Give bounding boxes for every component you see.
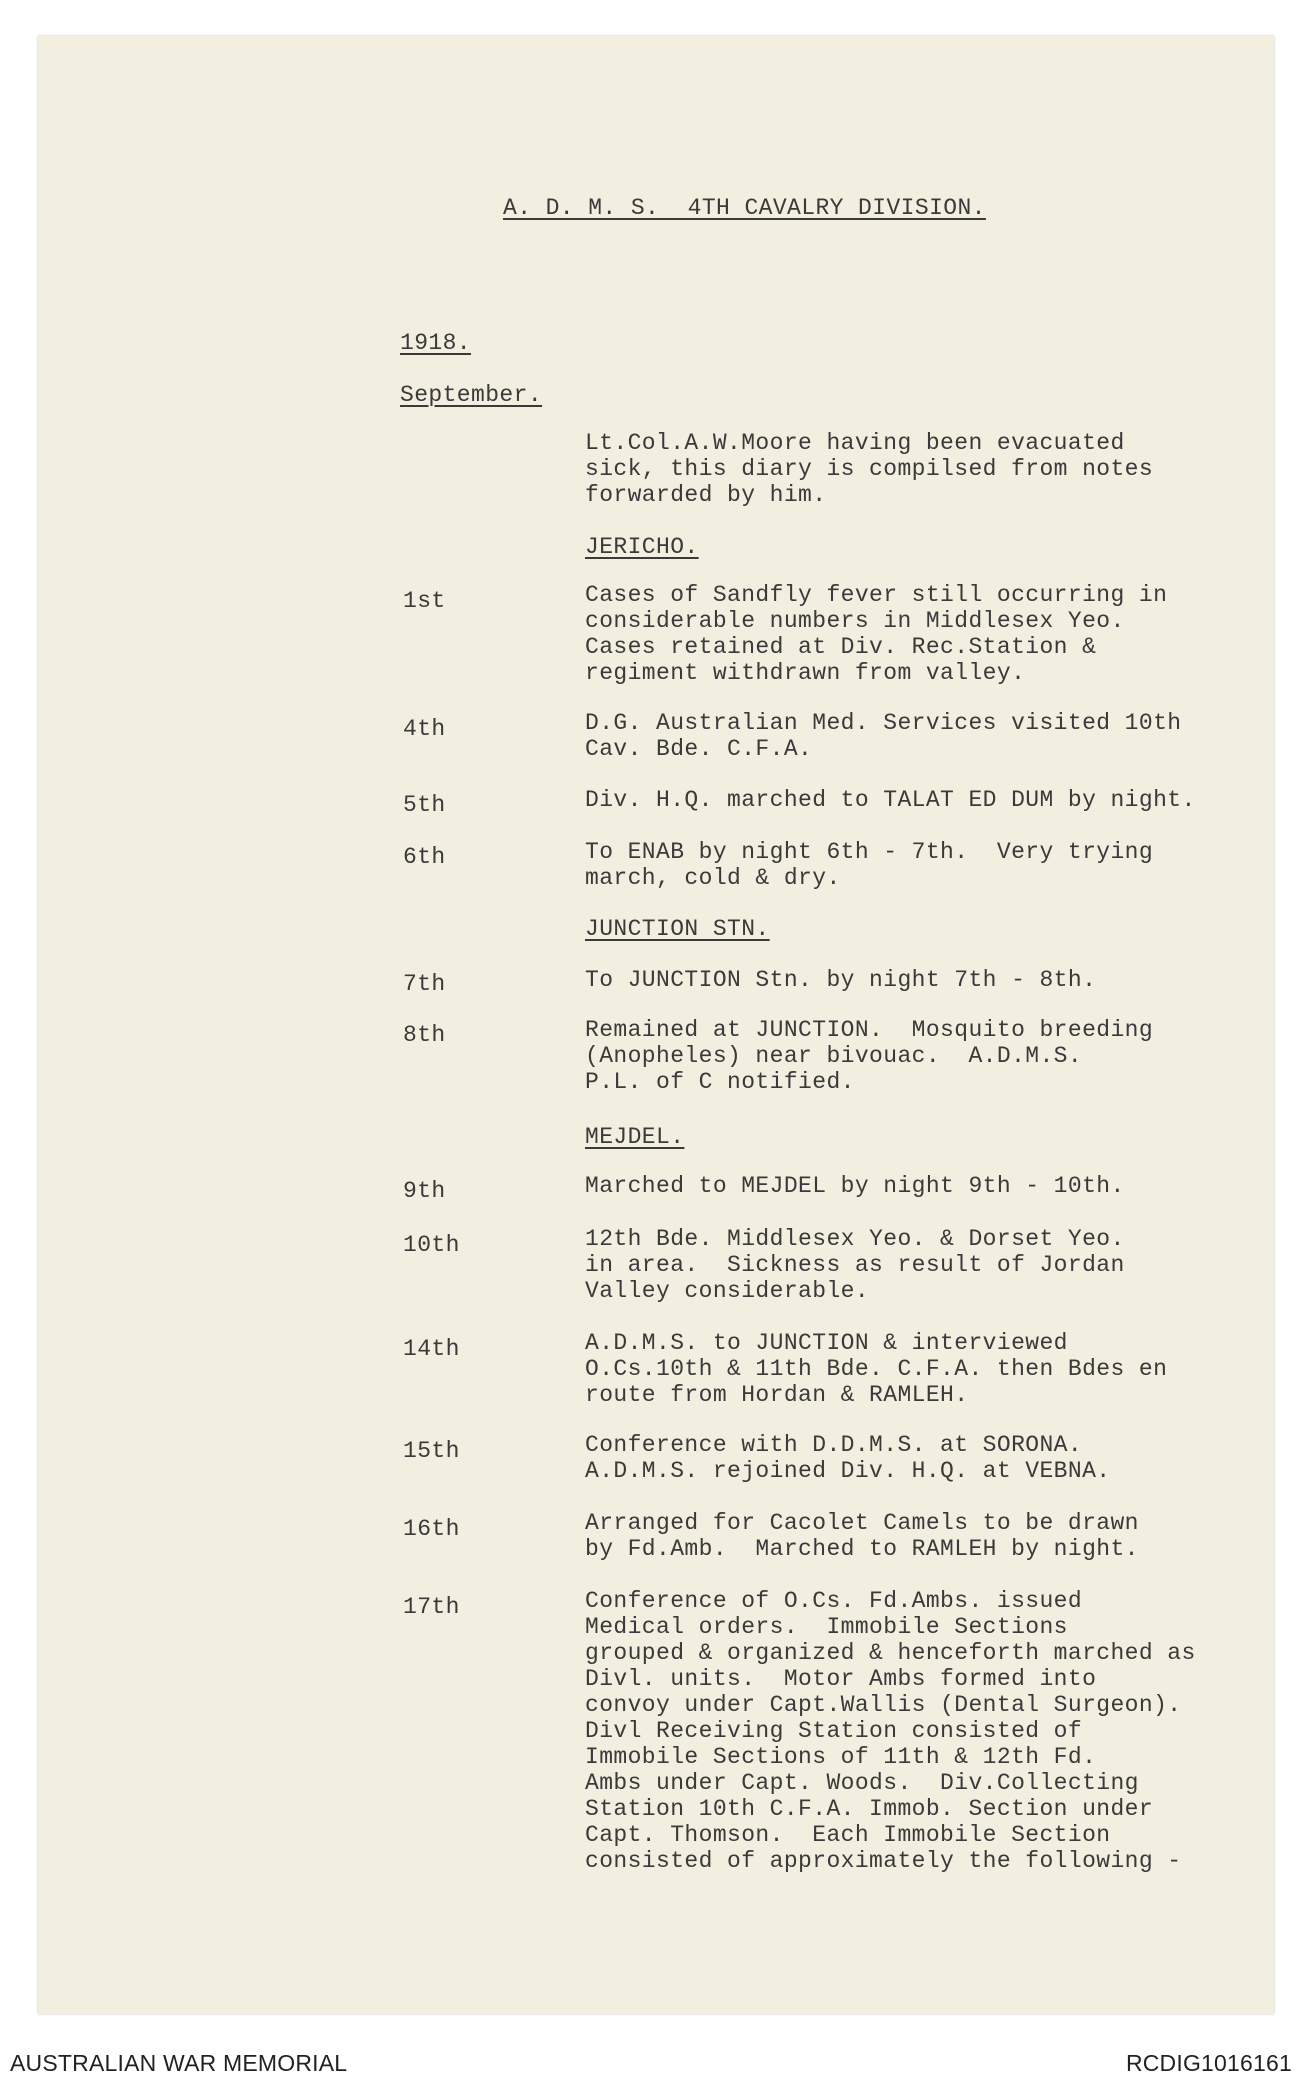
entry-date: 17th [403,1594,460,1620]
entry-date: 5th [403,792,446,818]
year-heading: 1918. [400,330,472,356]
intro-paragraph: Lt.Col.A.W.Moore having been evacuated sick, this diary is compilsed from notes forwarded by him. [585,430,1154,508]
entry-date: 6th [403,844,446,870]
entry-text: 12th Bde. Middlesex Yeo. & Dorset Yeo. in area. Sickness as result of Jordan Valley considerable. [585,1226,1125,1304]
entry-text: A.D.M.S. to JUNCTION & interviewed O.Cs.10th & 11th Bde. C.F.A. then Bdes en route from Hordan & RAMLEH. [585,1330,1168,1408]
entry-text: D.G. Australian Med. Services visited 10th Cav. Bde. C.F.A. [585,710,1182,762]
entry-date: 4th [403,716,446,742]
month-heading: September. [400,382,543,408]
entry-date: 7th [403,971,446,997]
entry-text: Remained at JUNCTION. Mosquito breeding (Anopheles) near bivouac. A.D.M.S. P.L. of C notified. [585,1017,1154,1095]
location-heading: MEJDEL. [585,1124,685,1150]
location-heading: JERICHO. [585,534,699,560]
entry-date: 8th [403,1022,446,1048]
entry-date: 9th [403,1178,446,1204]
entry-text: Cases of Sandfly fever still occurring in considerable numbers in Middlesex Yeo. Cases retained at Div. Rec.Station & regiment withdrawn from valley. [585,582,1168,686]
entry-text: Div. H.Q. marched to TALAT ED DUM by night. [585,787,1196,813]
entry-text: Conference with D.D.M.S. at SORONA. A.D.M.S. rejoined Div. H.Q. at VEBNA. [585,1432,1111,1484]
location-heading: JUNCTION STN. [585,916,770,942]
entry-date: 15th [403,1438,460,1464]
entry-text: Conference of O.Cs. Fd.Ambs. issued Medical orders. Immobile Sections grouped & organized & henceforth marched as Divl. units. Motor Ambs formed into convoy under Capt.Wallis (Dental Surgeon). Divl Receiving Station consisted of Immobile Sections of 11th & 12th Fd. Ambs under Capt. Woods. Div.Collecting Station 10th C.F.A. Immob. Section under Capt. Thomson. Each Immobile Section consisted of approximately the following - [585,1588,1196,1874]
entry-text: To ENAB by night 6th - 7th. Very trying march, cold & dry. [585,839,1154,891]
footer-identifier: RCDIG1016161 [1125,2050,1292,2076]
entry-text: Marched to MEJDEL by night 9th - 10th. [585,1173,1125,1199]
entry-text: To JUNCTION Stn. by night 7th - 8th. [585,967,1097,993]
document-title: A. D. M. S. 4TH CAVALRY DIVISION. [503,195,986,221]
footer-source: AUSTRALIAN WAR MEMORIAL [10,2050,348,2076]
entry-date: 10th [403,1232,460,1258]
entry-text: Arranged for Cacolet Camels to be drawn by Fd.Amb. Marched to RAMLEH by night. [585,1510,1139,1562]
entry-date: 1st [403,588,446,614]
entry-date: 14th [403,1336,460,1362]
entry-date: 16th [403,1516,460,1542]
